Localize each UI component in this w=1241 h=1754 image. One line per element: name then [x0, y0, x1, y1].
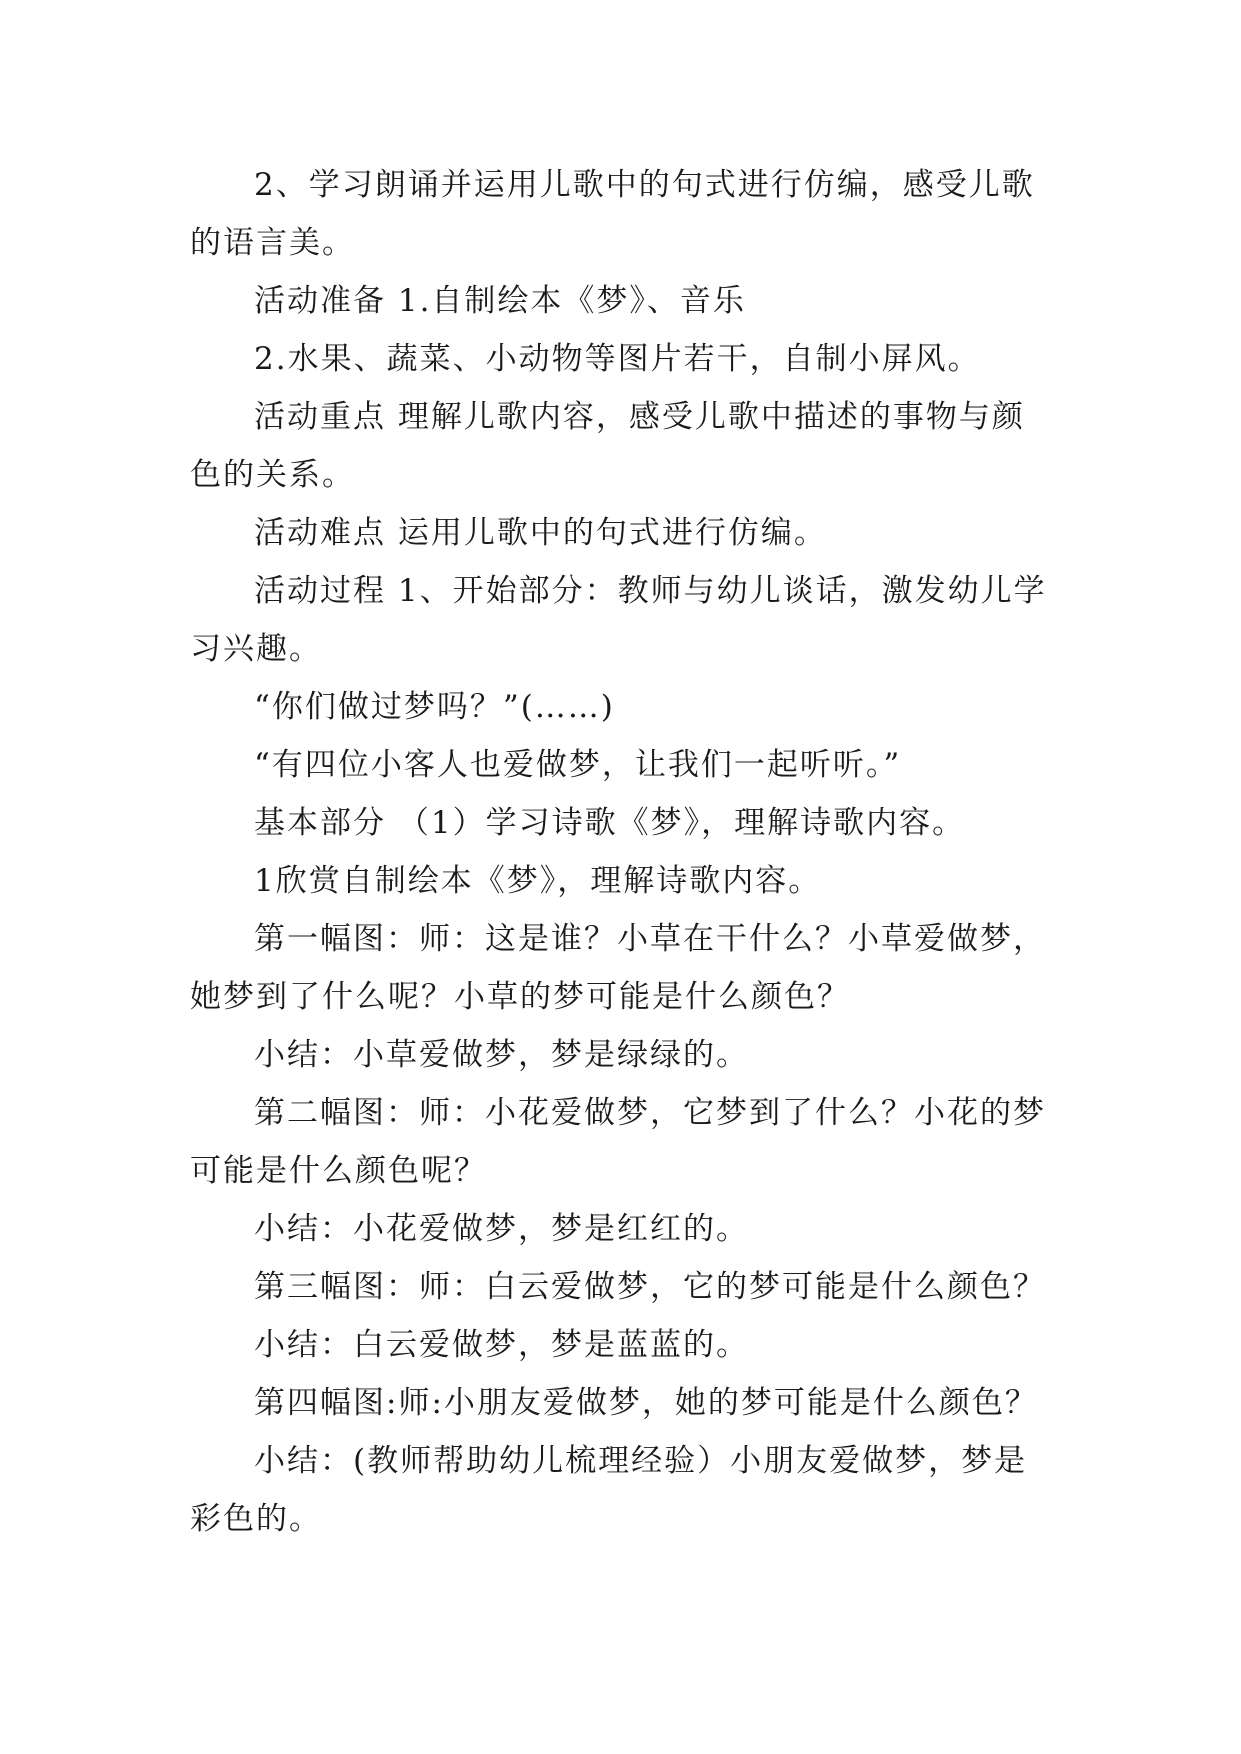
- paragraph-quote-guests: “有四位小客人也爱做梦，让我们一起听听。”: [254, 747, 902, 783]
- paragraph-preparation-2: 2.水果、蔬菜、小动物等图片若干，自制小屏风。: [254, 341, 981, 377]
- paragraph-quote-dream-question: “你们做过梦吗？”(……): [254, 689, 615, 725]
- paragraph-basic-part: 基本部分 （1）学习诗歌《梦》，理解诗歌内容。: [254, 805, 966, 841]
- paragraph-difficulty: 活动难点 运用儿歌中的句式进行仿编。: [254, 515, 827, 551]
- paragraph-picture-2: 第二幅图：师：小花爱做梦，它梦到了什么？小花的梦可能是什么颜色呢？: [190, 1095, 1046, 1189]
- paragraph-appreciate-book: 1欣赏自制绘本《梦》，理解诗歌内容。: [254, 863, 822, 899]
- paragraph-summary-2: 小结：小花爱做梦，梦是红红的。: [254, 1211, 749, 1247]
- paragraph-key-point: 活动重点 理解儿歌内容，感受儿歌中描述的事物与颜色的关系。: [190, 399, 1025, 493]
- paragraph-picture-1: 第一幅图：师：这是谁？小草在干什么？小草爱做梦，她梦到了什么呢？小草的梦可能是什么颜色？: [190, 921, 1046, 1015]
- paragraph-summary-4: 小结：(教师帮助幼儿梳理经验）小朋友爱做梦，梦是彩色的。: [190, 1443, 1028, 1537]
- paragraph-summary-3: 小结：白云爱做梦，梦是蓝蓝的。: [254, 1327, 749, 1363]
- paragraph-summary-1: 小结：小草爱做梦，梦是绿绿的。: [254, 1037, 749, 1073]
- paragraph-picture-3: 第三幅图：师：白云爱做梦，它的梦可能是什么颜色？: [254, 1269, 1046, 1305]
- paragraph-picture-4: 第四幅图:师:小朋友爱做梦，她的梦可能是什么颜色？: [254, 1385, 1038, 1421]
- paragraph-goal-2: 2、学习朗诵并运用儿歌中的句式进行仿编，感受儿歌的语言美。: [190, 167, 1035, 261]
- paragraph-process-start: 活动过程 1、开始部分：教师与幼儿谈话，激发幼儿学习兴趣。: [190, 573, 1047, 667]
- document-body: [190, 156, 1050, 1548]
- paragraph-preparation-1: 活动准备 1.自制绘本《梦》、音乐: [254, 283, 746, 319]
